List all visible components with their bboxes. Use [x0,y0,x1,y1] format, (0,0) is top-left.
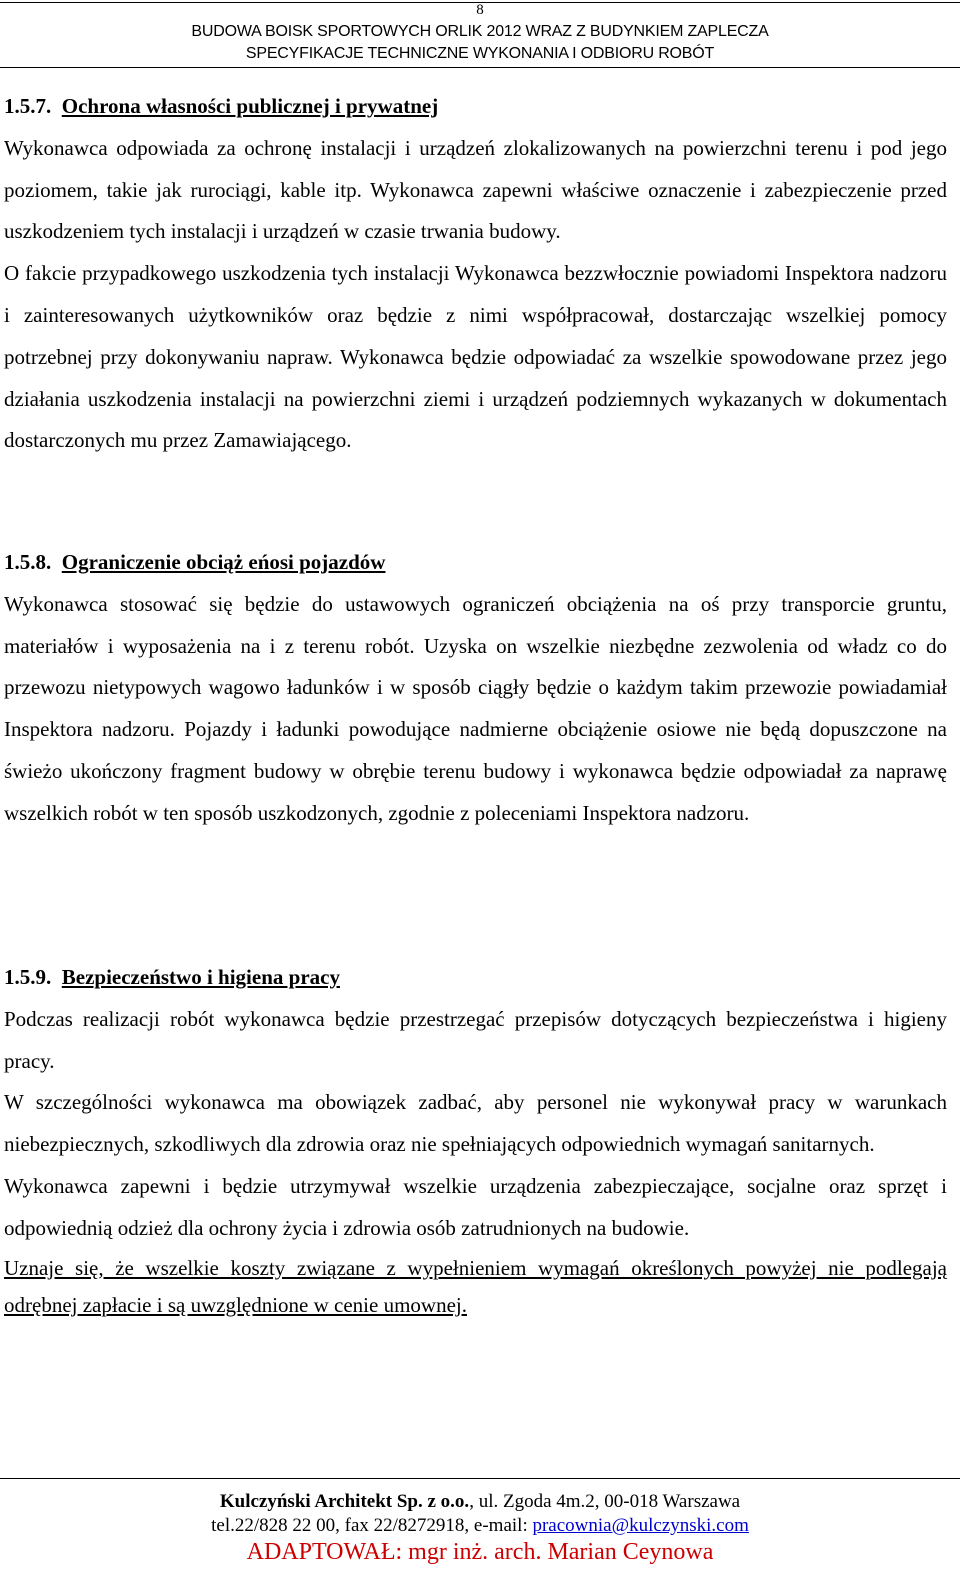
footer-rule [0,1478,960,1479]
header-rule [0,67,960,68]
section-number: 1.5.7. [4,94,52,118]
footer-company: Kulczyński Architekt Sp. z o.o. [219,1491,470,1512]
footer-contact-line [0,1514,960,1538]
footer-contact: tel.22/828 22 00, fax 22/8272918, e-mail: [211,1515,533,1536]
section-number: 1.5.8. [4,550,52,574]
section-heading [4,957,947,999]
paragraph: Wykonawca odpowiada za ochronę instalacji i urządzeń zlokalizowanych na powierzchni terenu i pod jego poziomem, takie jak rurociągi, kable itp. Wykonawca zapewni właściwe oznaczenie i zabezpieczenie przed uszkodzeniem tych instalacji i urządzeń w czasie trwania budowy. [4,135,947,244]
section-1-5-8 [4,542,947,835]
page-number: 8 [476,2,484,18]
section-number: 1.5.9. [4,965,52,989]
paragraph: W szczególności wykonawca ma obowiązek zadbać, aby personel nie wykonywał pracy w warunkach niebezpiecznych, szkodliwych dla zdrowia oraz nie spełniających odpowiednich wymagań sanitarnych. [4,1090,947,1157]
paragraph: Podczas realizacji robót wykonawca będzie przestrzegać przepisów dotyczących bezpieczeństwa i higieny pracy. [4,1006,947,1073]
section-title: Ograniczenie obciąż eńosi pojazdów [61,550,386,574]
footer-address: , ul. Zgoda 4m.2, 00-018 Warszawa [469,1491,741,1512]
footer-adapted-by: ADAPTOWAŁ: mgr inż. arch. Marian Ceynowa [246,1539,714,1565]
paragraph: O fakcie przypadkowego uszkodzenia tych instalacji Wykonawca bezzwłocznie powiadomi Inspektora nadzoru i zainteresowanych użytkowników oraz będzie z nimi współpracował, dostarczając wszelkiej pomocy potrzebnej przy dokonywaniu napraw. Wykonawca będzie odpowiadać za wszelkie spowodowane przez jego działania uszkodzenia instalacji na powierzchni ziemi i urządzeń podziemnych wykazanych w dokumentach dostarczonych mu przez Zamawiającego. [4,261,947,453]
footer-company-line [0,1490,960,1514]
paragraph: Wykonawca zapewni i będzie utrzymywał wszelkie urządzenia zabezpieczające, socjalne oraz sprzęt i odpowiednią odzież dla ochrony życia i zdrowia osób zatrudnionych na budowie. [4,1173,947,1240]
footer-email-link[interactable]: pracownia@kulczynski.com [532,1515,749,1536]
closing-note: Uznaje się, że wszelkie koszty związane z wypełnieniem wymagań określonych powyżej nie podlegają odrębnej zapłacie i są uwzględnione w cenie umownej. [4,1255,947,1318]
section-heading [4,86,947,128]
paragraph: Wykonawca stosować się będzie do ustawowych ograniczeń obciążenia na oś przy transporcie gruntu, materiałów i wyposażenia na i z terenu robót. Uzyska on wszelkie niezbędne zezwolenia od władz co do przewozu nietypowych wagowo ładunków i w sposób ciągły będzie o każdym takim przewozie powiadamiał Inspektora nadzoru. Pojazdy i ładunki powodujące nadmierne obciążenie osiowe nie będą dopuszczone na świeżo ukończony fragment budowy w obrębie terenu budowy i wykonawca będzie odpowiadał za naprawę wszelkich robót w ten sposób uszkodzonych, zgodnie z poleceniami Inspektora nadzoru. [4,591,947,825]
section-title: Bezpieczeństwo i higiena pracy [61,965,340,989]
section-title: Ochrona własności publicznej i prywatnej [61,94,439,118]
header-project-title: BUDOWA BOISK SPORTOWYCH ORLIK 2012 WRAZ Z BUDYNKIEM ZAPLECZA [191,23,769,40]
top-rule [0,2,960,3]
header-spec-title: SPECYFIKACJE TECHNICZNE WYKONANIA I ODBIORU ROBÓT [245,45,715,62]
section-1-5-7 [4,86,947,462]
section-heading [4,542,947,584]
section-1-5-9 [4,957,947,1325]
